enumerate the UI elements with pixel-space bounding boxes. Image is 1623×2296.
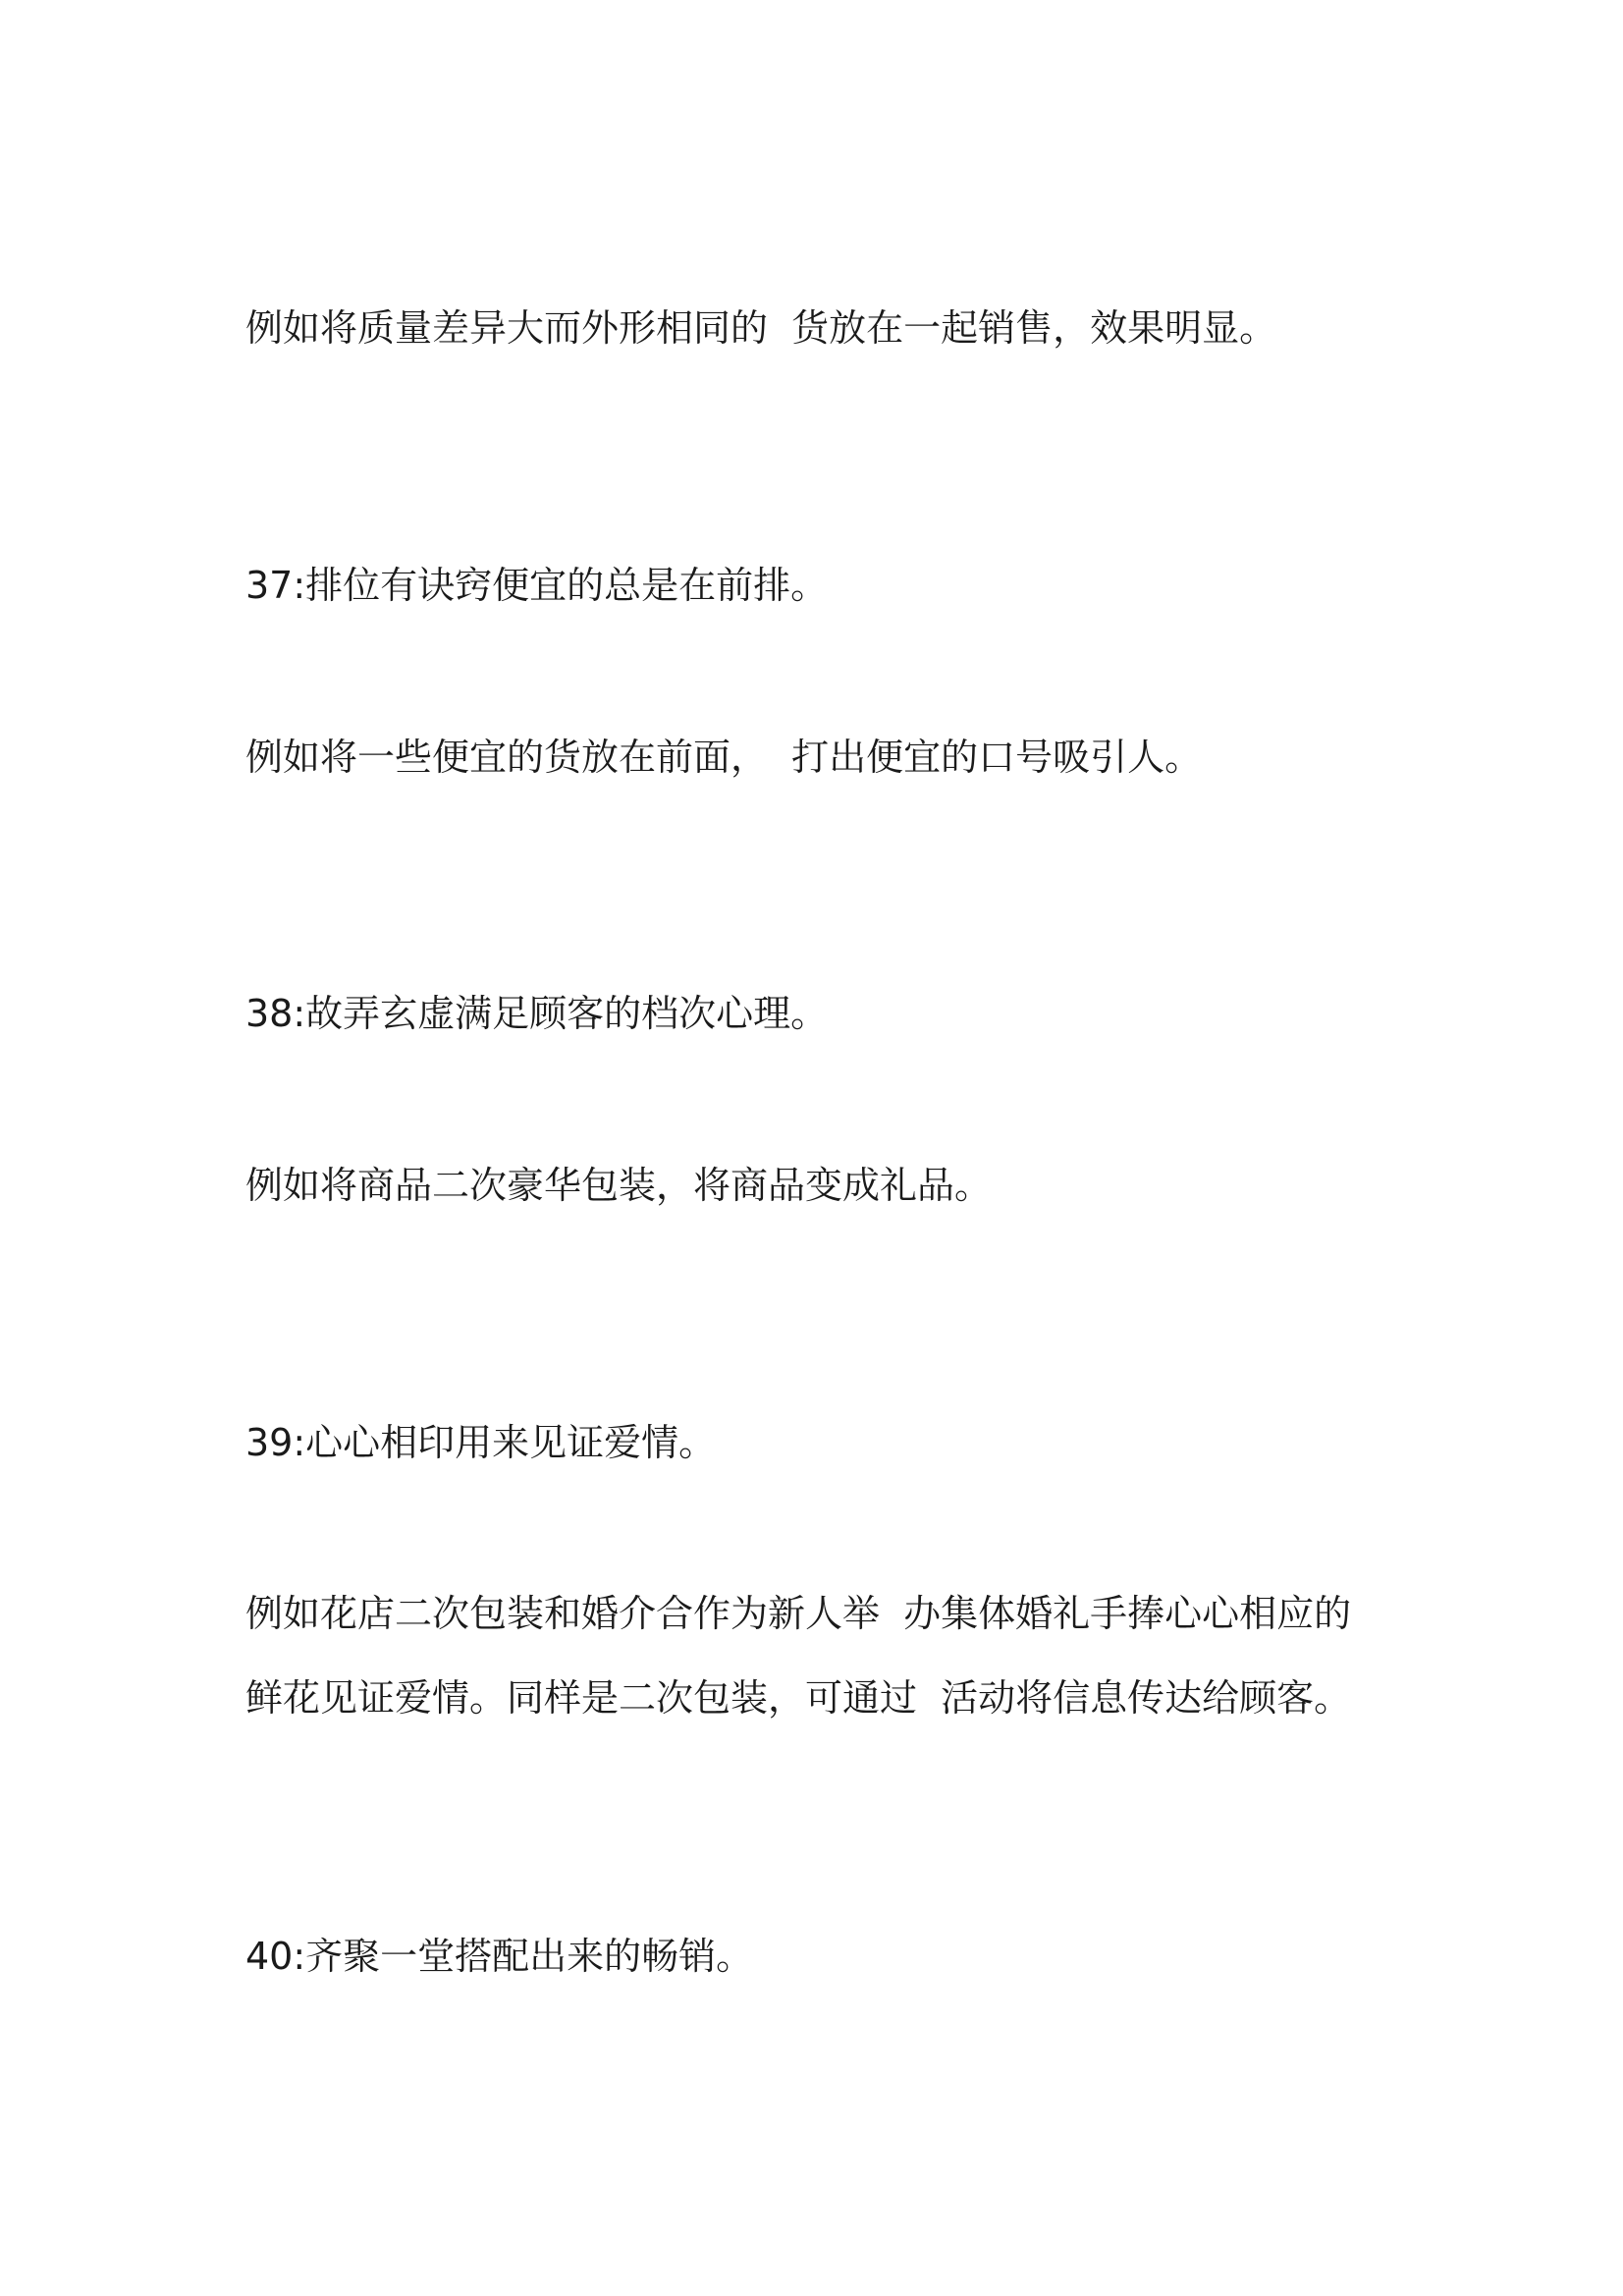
paragraph-example-37: 例如将一些便宜的货放在前面， 打出便宜的口号吸引人。: [245, 736, 1203, 779]
heading-37: 37:排位有诀窍便宜的总是在前排。: [245, 564, 829, 607]
paragraph-example-39-line-2: 鲜花见证爱情。同样是二次包装，可通过 活动将信息传达给顾客。: [245, 1676, 1352, 1720]
heading-40: 40:齐聚一堂搭配出来的畅销。: [245, 1935, 754, 1978]
heading-38: 38:故弄玄虚满足顾客的档次心理。: [245, 992, 829, 1035]
heading-39: 39:心心相印用来见证爱情。: [245, 1421, 717, 1464]
paragraph-example-38: 例如将商品二次豪华包装，将商品变成礼品。: [245, 1164, 993, 1207]
paragraph-example-36: 例如将质量差异大而外形相同的 货放在一起销售，效果明显。: [245, 306, 1277, 350]
paragraph-example-39-line-1: 例如花店二次包装和婚介合作为新人举 办集体婚礼手捧心心相应的: [245, 1592, 1352, 1635]
